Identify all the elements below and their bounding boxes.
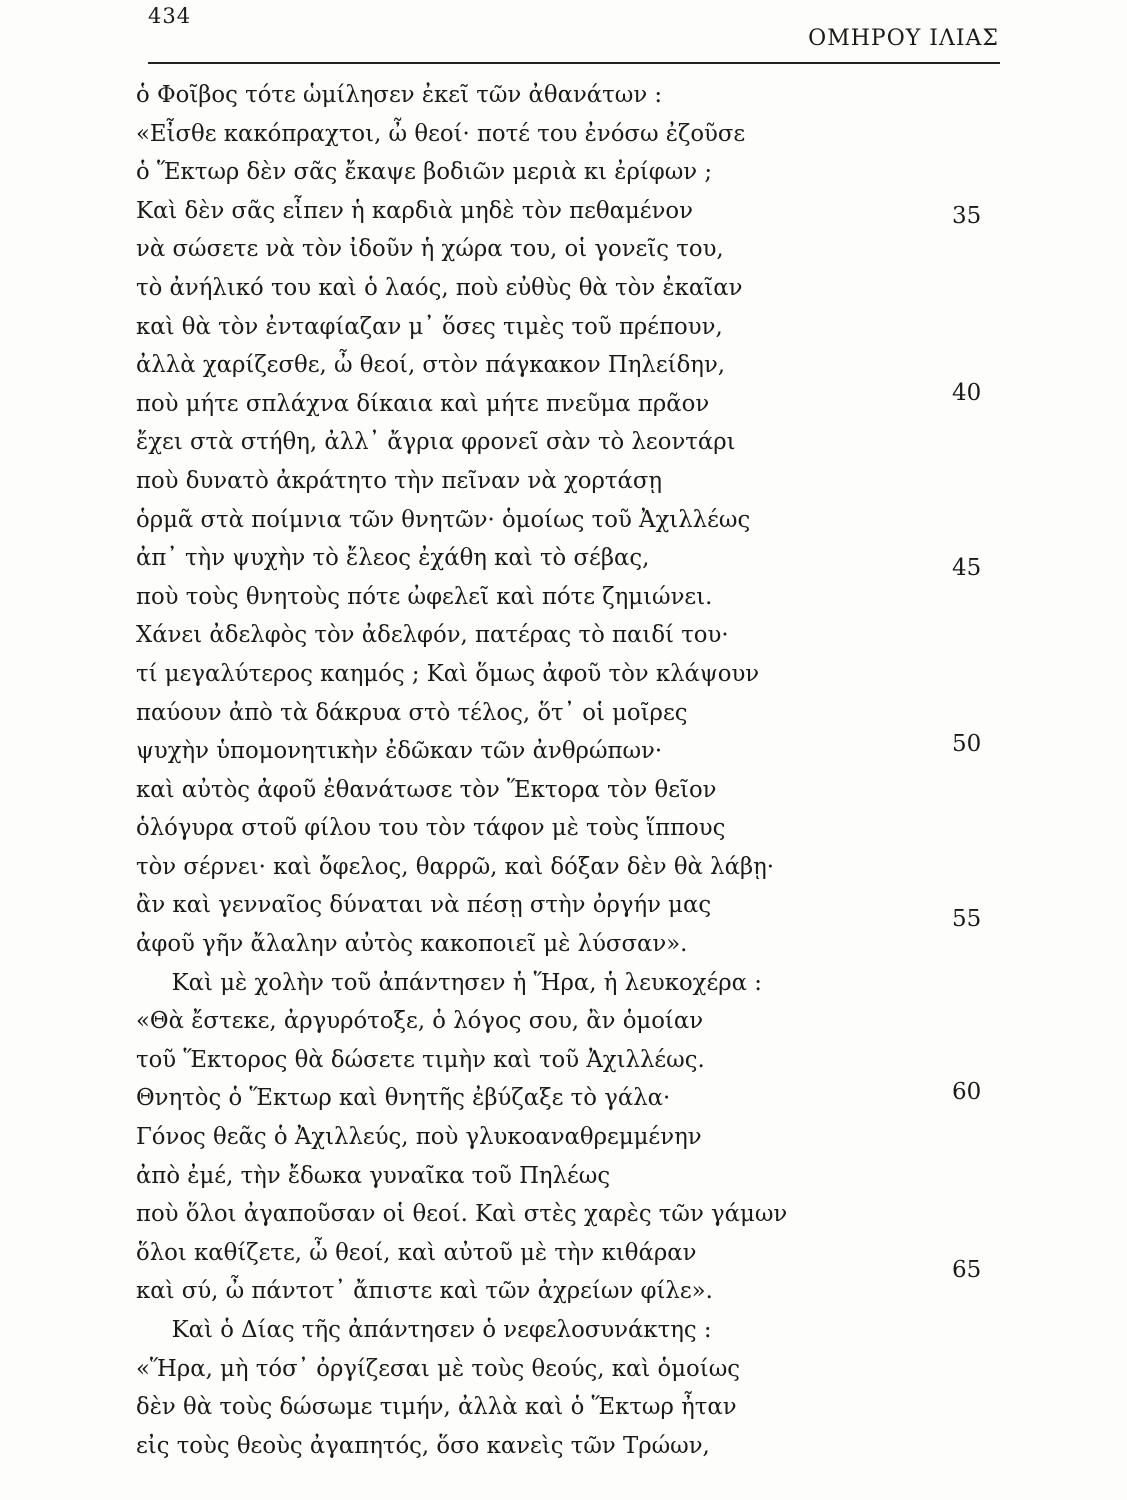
verse-line: ἀλλὰ χαρίζεσθε, ὦ θεοί, στὸν πάγκακον Πηλείδην,: [136, 352, 726, 379]
verse-line: ποὺ δυνατὸ ἀκράτητο τὴν πεῖναν νὰ χορτάσῃ: [136, 467, 663, 494]
verse-line: παύουν ἀπὸ τὰ δάκρυα στὸ τέλος, ὅτ᾽ οἱ μοῖρες: [136, 699, 688, 726]
verse-line: ἔχει στὰ στήθη, ἀλλ᾽ ἄγρια φρονεῖ σὰν τὸ λεοντάρι: [136, 429, 736, 456]
verse-line: ὅλοι καθίζετε, ὦ θεοί, καὶ αὐτοῦ μὲ τὴν κιθάραν: [136, 1239, 697, 1266]
page-number: 434: [148, 4, 192, 28]
verse-line: «Εἶσθε κακόπραχτοι, ὦ θεοί· ποτέ του ἐνόσω ἐζοῦσε: [136, 120, 746, 147]
line-number: 40: [952, 380, 982, 406]
line-number: 55: [952, 906, 982, 932]
header-rule: [148, 62, 1000, 64]
verse-line: καὶ σύ, ὦ πάντοτ᾽ ἄπιστε καὶ τῶν ἀχρείων φίλε».: [136, 1278, 713, 1305]
verse-line: ὁ Ἕκτωρ δὲν σᾶς ἔκαψε βοδιῶν μεριὰ κι ἐρίφων ;: [136, 159, 713, 186]
verse-line: ὁρμᾶ στὰ ποίμνια τῶν θνητῶν· ὁμοίως τοῦ Ἀχιλλέως: [136, 506, 751, 533]
line-number: 45: [952, 555, 982, 581]
verse-line: ποὺ μήτε σπλάχνα δίκαια καὶ μήτε πνεῦμα πρᾶον: [136, 390, 710, 417]
verse-line: τοῦ Ἕκτορος θὰ δώσετε τιμὴν καὶ τοῦ Ἀχιλλέως.: [136, 1046, 705, 1073]
verse-line: τί μεγαλύτερος καημός ; Καὶ ὅμως ἀφοῦ τὸν κλάψουν: [136, 660, 760, 687]
verse-line: ἂν καὶ γενναῖος δύναται νὰ πέσῃ στὴν ὀργήν μας: [136, 892, 712, 919]
verse-line: ὁλόγυρα στοῦ φίλου του τὸν τάφον μὲ τοὺς ἵππους: [136, 815, 726, 842]
verse-line: Γόνος θεᾶς ὁ Ἀχιλλεύς, ποὺ γλυκοαναθρεμμένην: [136, 1124, 702, 1151]
line-number: 35: [952, 203, 982, 229]
verse-line: καὶ αὐτὸς ἀφοῦ ἐθανάτωσε τὸν Ἕκτορα τὸν θεῖον: [136, 776, 717, 803]
line-number: 50: [952, 731, 982, 757]
verse-line: εἰς τοὺς θεοὺς ἀγαπητός, ὅσο κανεὶς τῶν Τρώων,: [136, 1432, 710, 1459]
verse-line: καὶ θὰ τὸν ἐνταφίαζαν μ᾽ ὅσες τιμὲς τοῦ πρέπουν,: [136, 313, 723, 340]
verse-line: ποὺ ὅλοι ἀγαποῦσαν οἱ θεοί. Καὶ στὲς χαρὲς τῶν γάμων: [136, 1201, 788, 1228]
line-number: 65: [952, 1257, 982, 1283]
verse-line: ἀπὸ ἐμέ, τὴν ἔδωκα γυναῖκα τοῦ Πηλέως: [136, 1162, 611, 1189]
verse-line: νὰ σώσετε νὰ τὸν ἰδοῦν ἡ χώρα του, οἱ γονεῖς του,: [136, 236, 724, 263]
running-title: ΟΜΗΡΟΥ ΙΛΙΑΣ: [808, 26, 999, 51]
verse-line: «Ἥρα, μὴ τόσ᾽ ὀργίζεσαι μὲ τοὺς θεούς, καὶ ὁμοίως: [136, 1355, 741, 1382]
verse-line: Χάνει ἀδελφὸς τὸν ἀδελφόν, πατέρας τὸ παιδί του·: [136, 622, 729, 649]
verse-line: δὲν θὰ τοὺς δώσωμε τιμήν, ἀλλὰ καὶ ὁ Ἕκτωρ ἦταν: [136, 1394, 737, 1421]
verse-line: τὸ ἀνήλικό του καὶ ὁ λαός, ποὺ εὐθὺς θὰ τὸν ἐκαῖαν: [136, 274, 743, 301]
verse-line: Θνητὸς ὁ Ἕκτωρ καὶ θνητῆς ἐβύζαξε τὸ γάλα·: [136, 1085, 671, 1112]
verse-line: Καὶ μὲ χολὴν τοῦ ἀπάντησεν ἡ Ἥρα, ἡ λευκοχέρα :: [171, 969, 762, 996]
verse-line: «Θὰ ἔστεκε, ἀργυρότοξε, ὁ λόγος σου, ἂν ὁμοίαν: [136, 1008, 704, 1035]
line-number: 60: [952, 1079, 982, 1105]
verse-line: ἀφοῦ γῆν ἄλαλην αὐτὸς κακοποιεῖ μὲ λύσσαν».: [136, 931, 688, 958]
verse-line: ψυχὴν ὑπομονητικὴν ἐδῶκαν τῶν ἀνθρώπων·: [136, 738, 663, 765]
verse-line: ἀπ᾽ τὴν ψυχὴν τὸ ἔλεος ἐχάθη καὶ τὸ σέβας,: [136, 545, 650, 572]
verse-list: [136, 76, 956, 1465]
verse-line: Καὶ ὁ Δίας τῆς ἀπάντησεν ὁ νεφελοσυνάκτης :: [171, 1317, 712, 1343]
verse-line: ὁ Φοῖβος τότε ὡμίλησεν ἐκεῖ τῶν ἀθανάτων :: [136, 82, 663, 108]
verse-line: Καὶ δὲν σᾶς εἶπεν ἡ καρδιὰ μηδὲ τὸν πεθαμένον: [136, 197, 693, 224]
verse-line: τὸν σέρνει· καὶ ὄφελος, θαρρῶ, καὶ δόξαν δὲν θὰ λάβῃ·: [136, 853, 775, 880]
verse-line: ποὺ τοὺς θνητοὺς πότε ὠφελεῖ καὶ πότε ζημιώνει.: [136, 583, 713, 610]
